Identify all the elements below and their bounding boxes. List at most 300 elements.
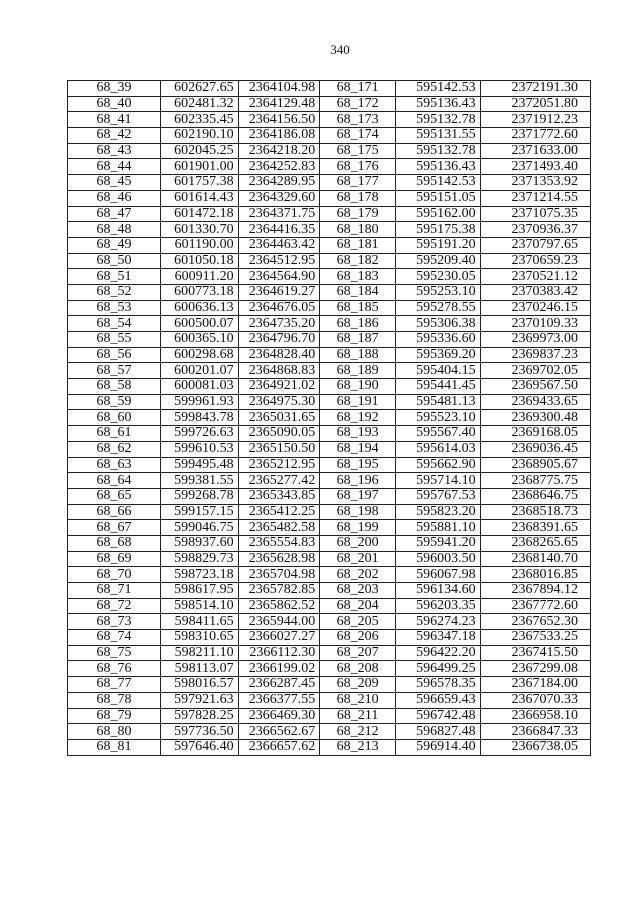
- x-coordinate-cell: 597646.40: [160, 739, 238, 755]
- table-row: [68, 159, 591, 175]
- y-coordinate-cell: 2365482.58: [238, 520, 320, 536]
- x-coordinate-cell: 598016.57: [160, 677, 238, 693]
- y-coordinate-cell: 2364512.95: [238, 253, 320, 269]
- x-coordinate-cell: 595441.45: [395, 379, 480, 395]
- table-row: [68, 222, 591, 238]
- y-coordinate-cell: 2368391.65: [480, 520, 590, 536]
- point-id-cell: 68_212: [320, 724, 396, 740]
- y-coordinate-cell: 2364129.48: [238, 96, 320, 112]
- y-coordinate-cell: 2371353.92: [480, 175, 590, 191]
- table-row: [68, 630, 591, 646]
- table-row: [68, 316, 591, 332]
- point-id-cell: 68_179: [320, 206, 396, 222]
- y-coordinate-cell: 2364796.70: [238, 332, 320, 348]
- table-row: [68, 724, 591, 740]
- x-coordinate-cell: 598310.65: [160, 630, 238, 646]
- y-coordinate-cell: 2367299.08: [480, 661, 590, 677]
- table-row: [68, 677, 591, 693]
- table-row: [68, 206, 591, 222]
- point-id-cell: 68_171: [320, 81, 396, 97]
- y-coordinate-cell: 2364416.35: [238, 222, 320, 238]
- y-coordinate-cell: 2365944.00: [238, 614, 320, 630]
- x-coordinate-cell: 598211.10: [160, 645, 238, 661]
- x-coordinate-cell: 598617.95: [160, 583, 238, 599]
- table-row: [68, 614, 591, 630]
- point-id-cell: 68_213: [320, 739, 396, 755]
- x-coordinate-cell: 595941.20: [395, 535, 480, 551]
- point-id-cell: 68_172: [320, 96, 396, 112]
- point-id-cell: 68_194: [320, 441, 396, 457]
- point-id-cell: 68_68: [68, 535, 161, 551]
- table-row: [68, 598, 591, 614]
- y-coordinate-cell: 2368016.85: [480, 567, 590, 583]
- y-coordinate-cell: 2371633.00: [480, 143, 590, 159]
- x-coordinate-cell: 595209.40: [395, 253, 480, 269]
- point-id-cell: 68_182: [320, 253, 396, 269]
- table-row: [68, 457, 591, 473]
- point-id-cell: 68_56: [68, 347, 161, 363]
- point-id-cell: 68_184: [320, 284, 396, 300]
- y-coordinate-cell: 2369837.23: [480, 347, 590, 363]
- y-coordinate-cell: 2370109.33: [480, 316, 590, 332]
- table-row: [68, 190, 591, 206]
- point-id-cell: 68_174: [320, 128, 396, 144]
- x-coordinate-cell: 595714.10: [395, 473, 480, 489]
- point-id-cell: 68_49: [68, 237, 161, 253]
- table-row: [68, 112, 591, 128]
- point-id-cell: 68_208: [320, 661, 396, 677]
- point-id-cell: 68_77: [68, 677, 161, 693]
- x-coordinate-cell: 599726.63: [160, 426, 238, 442]
- x-coordinate-cell: 595142.53: [395, 175, 480, 191]
- point-id-cell: 68_70: [68, 567, 161, 583]
- table-row: [68, 332, 591, 348]
- table-row: [68, 661, 591, 677]
- y-coordinate-cell: 2369433.65: [480, 394, 590, 410]
- x-coordinate-cell: 595306.38: [395, 316, 480, 332]
- y-coordinate-cell: 2365150.50: [238, 441, 320, 457]
- y-coordinate-cell: 2364463.42: [238, 237, 320, 253]
- y-coordinate-cell: 2366562.67: [238, 724, 320, 740]
- y-coordinate-cell: 2364156.50: [238, 112, 320, 128]
- x-coordinate-cell: 596578.35: [395, 677, 480, 693]
- x-coordinate-cell: 595481.13: [395, 394, 480, 410]
- point-id-cell: 68_63: [68, 457, 161, 473]
- x-coordinate-cell: 601472.18: [160, 206, 238, 222]
- x-coordinate-cell: 598829.73: [160, 551, 238, 567]
- x-coordinate-cell: 598411.65: [160, 614, 238, 630]
- y-coordinate-cell: 2369036.45: [480, 441, 590, 457]
- point-id-cell: 68_80: [68, 724, 161, 740]
- x-coordinate-cell: 599843.78: [160, 410, 238, 426]
- point-id-cell: 68_78: [68, 692, 161, 708]
- point-id-cell: 68_203: [320, 583, 396, 599]
- x-coordinate-cell: 596347.18: [395, 630, 480, 646]
- x-coordinate-cell: 598937.60: [160, 535, 238, 551]
- x-coordinate-cell: 595567.40: [395, 426, 480, 442]
- y-coordinate-cell: 2368518.73: [480, 504, 590, 520]
- point-id-cell: 68_69: [68, 551, 161, 567]
- point-id-cell: 68_53: [68, 300, 161, 316]
- y-coordinate-cell: 2368905.67: [480, 457, 590, 473]
- table-row: [68, 128, 591, 144]
- x-coordinate-cell: 602190.10: [160, 128, 238, 144]
- table-row: [68, 284, 591, 300]
- table-row: [68, 143, 591, 159]
- y-coordinate-cell: 2365782.85: [238, 583, 320, 599]
- table-row: [68, 410, 591, 426]
- y-coordinate-cell: 2372051.80: [480, 96, 590, 112]
- x-coordinate-cell: 595369.20: [395, 347, 480, 363]
- point-id-cell: 68_61: [68, 426, 161, 442]
- y-coordinate-cell: 2365277.42: [238, 473, 320, 489]
- y-coordinate-cell: 2364676.05: [238, 300, 320, 316]
- x-coordinate-cell: 600636.13: [160, 300, 238, 316]
- y-coordinate-cell: 2371912.23: [480, 112, 590, 128]
- x-coordinate-cell: 595767.53: [395, 488, 480, 504]
- y-coordinate-cell: 2368140.70: [480, 551, 590, 567]
- table-row: [68, 237, 591, 253]
- x-coordinate-cell: 599268.78: [160, 488, 238, 504]
- x-coordinate-cell: 602045.25: [160, 143, 238, 159]
- y-coordinate-cell: 2367184.00: [480, 677, 590, 693]
- y-coordinate-cell: 2370383.42: [480, 284, 590, 300]
- x-coordinate-cell: 595136.43: [395, 96, 480, 112]
- point-id-cell: 68_206: [320, 630, 396, 646]
- x-coordinate-cell: 598113.07: [160, 661, 238, 677]
- point-id-cell: 68_51: [68, 269, 161, 285]
- y-coordinate-cell: 2370246.15: [480, 300, 590, 316]
- y-coordinate-cell: 2365554.83: [238, 535, 320, 551]
- x-coordinate-cell: 595132.78: [395, 112, 480, 128]
- x-coordinate-cell: 599046.75: [160, 520, 238, 536]
- y-coordinate-cell: 2365031.65: [238, 410, 320, 426]
- y-coordinate-cell: 2364104.98: [238, 81, 320, 97]
- x-coordinate-cell: 595151.05: [395, 190, 480, 206]
- point-id-cell: 68_205: [320, 614, 396, 630]
- x-coordinate-cell: 595614.03: [395, 441, 480, 457]
- y-coordinate-cell: 2365862.52: [238, 598, 320, 614]
- y-coordinate-cell: 2368646.75: [480, 488, 590, 504]
- y-coordinate-cell: 2370659.23: [480, 253, 590, 269]
- y-coordinate-cell: 2369567.50: [480, 379, 590, 395]
- point-id-cell: 68_71: [68, 583, 161, 599]
- y-coordinate-cell: 2367533.25: [480, 630, 590, 646]
- point-id-cell: 68_202: [320, 567, 396, 583]
- point-id-cell: 68_196: [320, 473, 396, 489]
- y-coordinate-cell: 2365343.85: [238, 488, 320, 504]
- table-row: [68, 739, 591, 755]
- y-coordinate-cell: 2365628.98: [238, 551, 320, 567]
- y-coordinate-cell: 2367652.30: [480, 614, 590, 630]
- point-id-cell: 68_188: [320, 347, 396, 363]
- point-id-cell: 68_210: [320, 692, 396, 708]
- point-id-cell: 68_185: [320, 300, 396, 316]
- x-coordinate-cell: 601190.00: [160, 237, 238, 253]
- x-coordinate-cell: 595823.20: [395, 504, 480, 520]
- y-coordinate-cell: 2367772.60: [480, 598, 590, 614]
- x-coordinate-cell: 595230.05: [395, 269, 480, 285]
- x-coordinate-cell: 602481.32: [160, 96, 238, 112]
- y-coordinate-cell: 2364868.83: [238, 363, 320, 379]
- x-coordinate-cell: 596274.23: [395, 614, 480, 630]
- point-id-cell: 68_64: [68, 473, 161, 489]
- x-coordinate-cell: 596422.20: [395, 645, 480, 661]
- x-coordinate-cell: 596659.43: [395, 692, 480, 708]
- point-id-cell: 68_177: [320, 175, 396, 191]
- point-id-cell: 68_204: [320, 598, 396, 614]
- x-coordinate-cell: 600365.10: [160, 332, 238, 348]
- x-coordinate-cell: 595523.10: [395, 410, 480, 426]
- y-coordinate-cell: 2371772.60: [480, 128, 590, 144]
- y-coordinate-cell: 2364735.20: [238, 316, 320, 332]
- coordinate-table-body: [68, 81, 591, 756]
- point-id-cell: 68_65: [68, 488, 161, 504]
- point-id-cell: 68_189: [320, 363, 396, 379]
- y-coordinate-cell: 2369973.00: [480, 332, 590, 348]
- table-row: [68, 535, 591, 551]
- table-row: [68, 583, 591, 599]
- y-coordinate-cell: 2370936.37: [480, 222, 590, 238]
- x-coordinate-cell: 595162.00: [395, 206, 480, 222]
- point-id-cell: 68_55: [68, 332, 161, 348]
- x-coordinate-cell: 600773.18: [160, 284, 238, 300]
- y-coordinate-cell: 2365212.95: [238, 457, 320, 473]
- x-coordinate-cell: 596067.98: [395, 567, 480, 583]
- point-id-cell: 68_176: [320, 159, 396, 175]
- x-coordinate-cell: 599961.93: [160, 394, 238, 410]
- table-row: [68, 379, 591, 395]
- y-coordinate-cell: 2367070.33: [480, 692, 590, 708]
- y-coordinate-cell: 2364252.83: [238, 159, 320, 175]
- x-coordinate-cell: 595278.55: [395, 300, 480, 316]
- y-coordinate-cell: 2366377.55: [238, 692, 320, 708]
- table-row: [68, 551, 591, 567]
- point-id-cell: 68_74: [68, 630, 161, 646]
- point-id-cell: 68_183: [320, 269, 396, 285]
- y-coordinate-cell: 2367415.50: [480, 645, 590, 661]
- x-coordinate-cell: 596914.40: [395, 739, 480, 755]
- point-id-cell: 68_180: [320, 222, 396, 238]
- point-id-cell: 68_73: [68, 614, 161, 630]
- table-row: [68, 441, 591, 457]
- coordinate-table: [67, 80, 591, 756]
- point-id-cell: 68_40: [68, 96, 161, 112]
- table-row: [68, 347, 591, 363]
- table-row: [68, 269, 591, 285]
- x-coordinate-cell: 597921.63: [160, 692, 238, 708]
- x-coordinate-cell: 596003.50: [395, 551, 480, 567]
- point-id-cell: 68_207: [320, 645, 396, 661]
- table-row: [68, 488, 591, 504]
- y-coordinate-cell: 2372191.30: [480, 81, 590, 97]
- x-coordinate-cell: 595175.38: [395, 222, 480, 238]
- x-coordinate-cell: 595191.20: [395, 237, 480, 253]
- point-id-cell: 68_173: [320, 112, 396, 128]
- y-coordinate-cell: 2364975.30: [238, 394, 320, 410]
- point-id-cell: 68_199: [320, 520, 396, 536]
- x-coordinate-cell: 600911.20: [160, 269, 238, 285]
- point-id-cell: 68_57: [68, 363, 161, 379]
- table-row: [68, 426, 591, 442]
- y-coordinate-cell: 2364329.60: [238, 190, 320, 206]
- point-id-cell: 68_198: [320, 504, 396, 520]
- x-coordinate-cell: 602335.45: [160, 112, 238, 128]
- y-coordinate-cell: 2371493.40: [480, 159, 590, 175]
- point-id-cell: 68_175: [320, 143, 396, 159]
- y-coordinate-cell: 2366738.05: [480, 739, 590, 755]
- table-row: [68, 363, 591, 379]
- table-row: [68, 692, 591, 708]
- page-number: 340: [330, 42, 350, 57]
- point-id-cell: 68_54: [68, 316, 161, 332]
- x-coordinate-cell: 595336.60: [395, 332, 480, 348]
- x-coordinate-cell: 597736.50: [160, 724, 238, 740]
- x-coordinate-cell: 601330.70: [160, 222, 238, 238]
- table-row: [68, 81, 591, 97]
- x-coordinate-cell: 600201.07: [160, 363, 238, 379]
- point-id-cell: 68_186: [320, 316, 396, 332]
- point-id-cell: 68_67: [68, 520, 161, 536]
- point-id-cell: 68_200: [320, 535, 396, 551]
- x-coordinate-cell: 600298.68: [160, 347, 238, 363]
- x-coordinate-cell: 598723.18: [160, 567, 238, 583]
- y-coordinate-cell: 2369702.05: [480, 363, 590, 379]
- x-coordinate-cell: 596499.25: [395, 661, 480, 677]
- table-row: [68, 504, 591, 520]
- x-coordinate-cell: 596134.60: [395, 583, 480, 599]
- table-row: [68, 520, 591, 536]
- x-coordinate-cell: 599610.53: [160, 441, 238, 457]
- point-id-cell: 68_79: [68, 708, 161, 724]
- y-coordinate-cell: 2364828.40: [238, 347, 320, 363]
- point-id-cell: 68_181: [320, 237, 396, 253]
- point-id-cell: 68_59: [68, 394, 161, 410]
- y-coordinate-cell: 2364186.08: [238, 128, 320, 144]
- table-row: [68, 253, 591, 269]
- y-coordinate-cell: 2366958.10: [480, 708, 590, 724]
- point-id-cell: 68_209: [320, 677, 396, 693]
- y-coordinate-cell: 2365704.98: [238, 567, 320, 583]
- x-coordinate-cell: 595142.53: [395, 81, 480, 97]
- point-id-cell: 68_192: [320, 410, 396, 426]
- x-coordinate-cell: 600500.07: [160, 316, 238, 332]
- y-coordinate-cell: 2366469.30: [238, 708, 320, 724]
- point-id-cell: 68_44: [68, 159, 161, 175]
- y-coordinate-cell: 2368775.75: [480, 473, 590, 489]
- y-coordinate-cell: 2371075.35: [480, 206, 590, 222]
- point-id-cell: 68_75: [68, 645, 161, 661]
- x-coordinate-cell: 597828.25: [160, 708, 238, 724]
- point-id-cell: 68_76: [68, 661, 161, 677]
- x-coordinate-cell: 601757.38: [160, 175, 238, 191]
- y-coordinate-cell: 2364289.95: [238, 175, 320, 191]
- x-coordinate-cell: 595253.10: [395, 284, 480, 300]
- point-id-cell: 68_43: [68, 143, 161, 159]
- table-row: [68, 567, 591, 583]
- table-row: [68, 175, 591, 191]
- x-coordinate-cell: 601050.18: [160, 253, 238, 269]
- point-id-cell: 68_195: [320, 457, 396, 473]
- x-coordinate-cell: 601901.00: [160, 159, 238, 175]
- x-coordinate-cell: 596203.35: [395, 598, 480, 614]
- table-row: [68, 300, 591, 316]
- y-coordinate-cell: 2364218.20: [238, 143, 320, 159]
- point-id-cell: 68_46: [68, 190, 161, 206]
- y-coordinate-cell: 2365090.05: [238, 426, 320, 442]
- x-coordinate-cell: 602627.65: [160, 81, 238, 97]
- y-coordinate-cell: 2371214.55: [480, 190, 590, 206]
- x-coordinate-cell: 599381.55: [160, 473, 238, 489]
- table-row: [68, 394, 591, 410]
- point-id-cell: 68_58: [68, 379, 161, 395]
- point-id-cell: 68_39: [68, 81, 161, 97]
- x-coordinate-cell: 599495.48: [160, 457, 238, 473]
- x-coordinate-cell: 600081.03: [160, 379, 238, 395]
- x-coordinate-cell: 595404.15: [395, 363, 480, 379]
- point-id-cell: 68_62: [68, 441, 161, 457]
- y-coordinate-cell: 2370521.12: [480, 269, 590, 285]
- point-id-cell: 68_187: [320, 332, 396, 348]
- x-coordinate-cell: 595131.55: [395, 128, 480, 144]
- y-coordinate-cell: 2366112.30: [238, 645, 320, 661]
- y-coordinate-cell: 2364619.27: [238, 284, 320, 300]
- point-id-cell: 68_201: [320, 551, 396, 567]
- point-id-cell: 68_178: [320, 190, 396, 206]
- point-id-cell: 68_42: [68, 128, 161, 144]
- point-id-cell: 68_193: [320, 426, 396, 442]
- point-id-cell: 68_50: [68, 253, 161, 269]
- y-coordinate-cell: 2366847.33: [480, 724, 590, 740]
- point-id-cell: 68_41: [68, 112, 161, 128]
- y-coordinate-cell: 2366657.62: [238, 739, 320, 755]
- y-coordinate-cell: 2365412.25: [238, 504, 320, 520]
- table-row: [68, 645, 591, 661]
- y-coordinate-cell: 2369168.05: [480, 426, 590, 442]
- table-row: [68, 96, 591, 112]
- y-coordinate-cell: 2364921.02: [238, 379, 320, 395]
- x-coordinate-cell: 595881.10: [395, 520, 480, 536]
- y-coordinate-cell: 2367894.12: [480, 583, 590, 599]
- x-coordinate-cell: 595132.78: [395, 143, 480, 159]
- point-id-cell: 68_60: [68, 410, 161, 426]
- y-coordinate-cell: 2370797.65: [480, 237, 590, 253]
- y-coordinate-cell: 2366027.27: [238, 630, 320, 646]
- point-id-cell: 68_191: [320, 394, 396, 410]
- point-id-cell: 68_211: [320, 708, 396, 724]
- point-id-cell: 68_190: [320, 379, 396, 395]
- x-coordinate-cell: 598514.10: [160, 598, 238, 614]
- point-id-cell: 68_197: [320, 488, 396, 504]
- point-id-cell: 68_72: [68, 598, 161, 614]
- y-coordinate-cell: 2369300.48: [480, 410, 590, 426]
- point-id-cell: 68_45: [68, 175, 161, 191]
- table-row: [68, 473, 591, 489]
- y-coordinate-cell: 2366287.45: [238, 677, 320, 693]
- point-id-cell: 68_81: [68, 739, 161, 755]
- table-row: [68, 708, 591, 724]
- x-coordinate-cell: 596742.48: [395, 708, 480, 724]
- point-id-cell: 68_66: [68, 504, 161, 520]
- x-coordinate-cell: 601614.43: [160, 190, 238, 206]
- point-id-cell: 68_52: [68, 284, 161, 300]
- point-id-cell: 68_48: [68, 222, 161, 238]
- x-coordinate-cell: 595136.43: [395, 159, 480, 175]
- point-id-cell: 68_47: [68, 206, 161, 222]
- y-coordinate-cell: 2366199.02: [238, 661, 320, 677]
- x-coordinate-cell: 595662.90: [395, 457, 480, 473]
- x-coordinate-cell: 599157.15: [160, 504, 238, 520]
